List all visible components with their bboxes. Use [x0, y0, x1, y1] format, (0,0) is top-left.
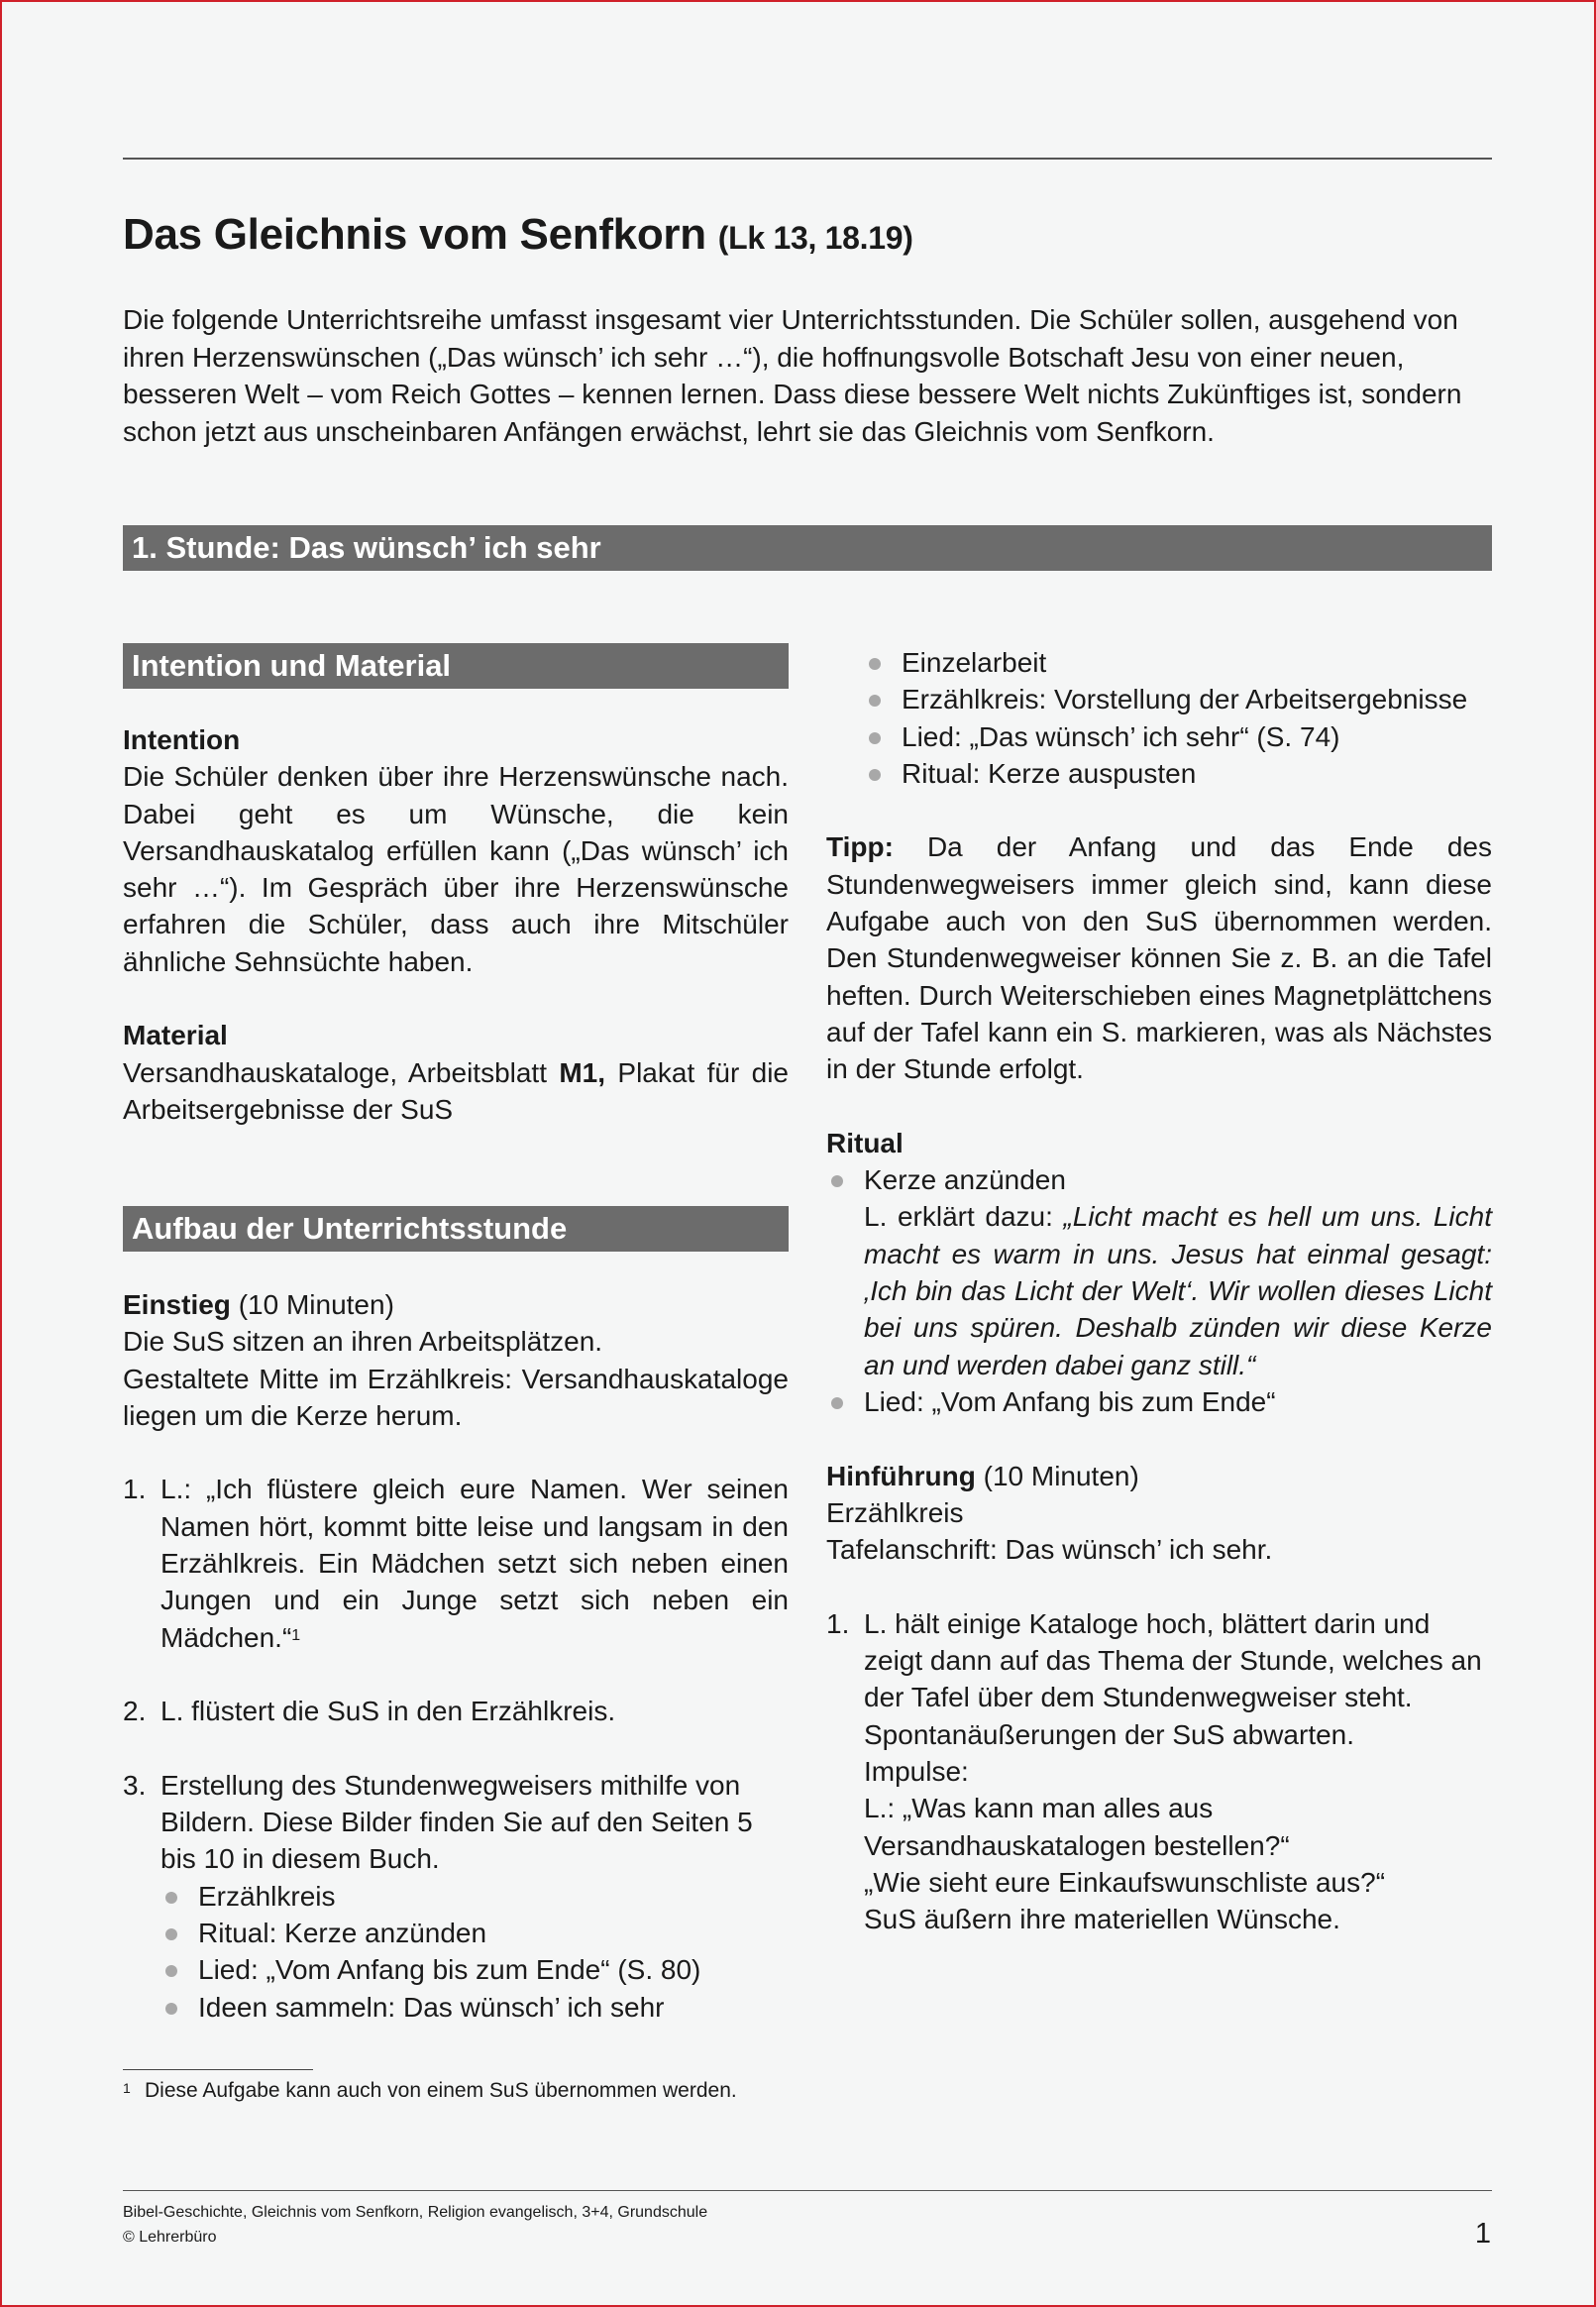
einstieg-text: Gestaltete Mitte im Erzählkreis: Versandhauskataloge liegen um die Kerze herum.	[123, 1363, 789, 1431]
tipp-label: Tipp:	[826, 831, 894, 863]
impulse-text: L.: „Was kann man alles aus Versandhauskatalogen bestellen?“	[864, 1793, 1290, 1861]
step-number: 1.	[826, 1607, 850, 1639]
einstieg-steps	[123, 1471, 789, 2025]
page-title	[123, 210, 913, 260]
list-item	[123, 1471, 789, 1655]
ritual-item-text: Kerze anzünden	[864, 1164, 1066, 1196]
list-item: Lied: „Das wünsch’ ich sehr“ (S. 74)	[864, 718, 1492, 755]
step-number: 3.	[123, 1769, 147, 1801]
hinfuehrung-time: (10 Minuten)	[975, 1460, 1139, 1491]
step-text: L. hält einige Kataloge hoch, blättert darin und zeigt dann auf das Thema der Stunde, welches an der Tafel über dem Stundenwegweiser steht. Spontanäußerungen der SuS abwarten.	[864, 1607, 1482, 1750]
wegweiser-list-continued	[864, 644, 1492, 792]
step-text: Erstellung des Stundenwegweisers mithilfe von Bildern. Diese Bilder finden Sie auf den Seiten 5 bis 10 in diesem Buch.	[160, 1769, 753, 1875]
material-worksheet-ref: M1,	[559, 1056, 606, 1088]
footnote-number: 1	[123, 2080, 131, 2096]
list-item: Lied: „Vom Anfang bis zum Ende“	[826, 1383, 1492, 1420]
intention-text: Die Schüler denken über ihre Herzenswünsche nach. Dabei geht es um Wünsche, die kein Versandhauskatalog erfüllen kann („Das wünsch’ ich sehr …“). Im Gespräch über ihre Herzenswünsche erfahren die Schüler, dass auch ihre Mitschüler ähnliche Sehnsüchte haben.	[123, 761, 789, 977]
section-band-aufbau: Aufbau der Unterrichtsstunde	[123, 1206, 789, 1252]
footer-source: Bibel-Geschichte, Gleichnis vom Senfkorn, Religion evangelisch, 3+4, Grundschule	[123, 2204, 708, 2221]
ritual-heading: Ritual	[826, 1127, 904, 1158]
hinfuehrung-line	[826, 1458, 1492, 1494]
list-item	[826, 1605, 1492, 1938]
list-item: Lied: „Vom Anfang bis zum Ende“ (S. 80)	[160, 1951, 789, 1988]
list-item: Ritual: Kerze anzünden	[160, 1915, 789, 1951]
impulse-label: Impulse:	[864, 1755, 969, 1787]
right-column-block	[826, 644, 1492, 1937]
page-number: 1	[1474, 2218, 1491, 2250]
footnote-rule	[123, 2069, 313, 2070]
top-rule	[123, 158, 1492, 160]
list-item	[123, 1693, 789, 1729]
ritual-item-intro: L. erklärt dazu:	[864, 1201, 1064, 1233]
aufbau-block	[123, 1286, 789, 2026]
hinfuehrung-text: Erzählkreis	[826, 1496, 964, 1528]
material-text-part: Plakat für die Arbeitsergebnisse der SuS	[123, 1056, 789, 1125]
material-text	[123, 1054, 789, 1129]
tipp-paragraph	[826, 828, 1492, 1087]
material-heading: Material	[123, 1020, 228, 1051]
wegweiser-list	[160, 1878, 789, 2026]
ritual-list	[826, 1161, 1492, 1420]
step-number: 2.	[123, 1696, 147, 1727]
list-item: Ritual: Kerze auspusten	[864, 755, 1492, 792]
impulse-text: „Wie sieht eure Einkaufswunschliste aus?“	[864, 1866, 1386, 1898]
step-number: 1.	[123, 1474, 147, 1505]
hinfuehrung-steps	[826, 1605, 1492, 1938]
list-item: Ideen sammeln: Das wünsch’ ich sehr	[160, 1989, 789, 2026]
list-item: Erzählkreis	[160, 1878, 789, 1915]
footer-rule	[123, 2190, 1492, 2191]
intention-heading: Intention	[123, 724, 241, 755]
einstieg-line	[123, 1286, 789, 1323]
title-main: Das Gleichnis vom Senfkorn	[123, 210, 706, 259]
ritual-quote: „Licht macht es hell um uns. Licht macht es warm in uns. Jesus hat einmal gesagt: ‚Ich bin das Licht der Welt‘. Wir wollen dieses Licht bei uns spüren. Deshalb zünden wir diese Kerze an und werden dabei ganz still.“	[864, 1201, 1492, 1380]
footnote	[123, 2076, 789, 2106]
list-item: Einzelarbeit	[864, 644, 1492, 681]
list-item	[826, 1161, 1492, 1383]
footnote-marker: 1	[291, 1626, 301, 1644]
einstieg-heading: Einstieg	[123, 1289, 231, 1320]
list-item: Erzählkreis: Vorstellung der Arbeitsergebnisse	[864, 681, 1492, 717]
einstieg-text: Die SuS sitzen an ihren Arbeitsplätzen.	[123, 1326, 603, 1358]
hinfuehrung-heading: Hinführung	[826, 1460, 976, 1491]
hinfuehrung-text: Tafelanschrift: Das wünsch’ ich sehr.	[826, 1534, 1273, 1566]
footnote-text: Diese Aufgabe kann auch von einem SuS übernommen werden.	[145, 2079, 737, 2102]
title-reference: (Lk 13, 18.19)	[717, 220, 913, 256]
footer-copyright: © Lehrerbüro	[123, 2229, 217, 2246]
intention-material-block	[123, 721, 789, 1128]
einstieg-time: (10 Minuten)	[230, 1289, 394, 1320]
impulse-text: SuS äußern ihre materiellen Wünsche.	[864, 1904, 1340, 1935]
lesson-heading: 1. Stunde: Das wünsch’ ich sehr	[123, 525, 1492, 571]
tipp-text: Da der Anfang und das Ende des Stundenwegweisers immer gleich sind, kann diese Aufgabe auch von den SuS übernommen werden. Den Stundenwegweiser können Sie z. B. an die Tafel heften. Durch Weiterschieben eines Magnetplättchens auf der Tafel kann ein S. markieren, was als Nächstes in der Stunde erfolgt.	[826, 831, 1492, 1085]
material-text-part: Versandhauskataloge, Arbeitsblatt	[123, 1056, 560, 1088]
step-text: L.: „Ich flüstere gleich eure Namen. Wer seinen Namen hört, kommt bitte leise und langsam in den Erzählkreis. Ein Mädchen setzt sich neben einen Jungen und ein Junge setzt sich neben ein Mädchen.“	[160, 1474, 789, 1653]
list-item	[123, 1767, 789, 2026]
intro-paragraph: Die folgende Unterrichtsreihe umfasst insgesamt vier Unterrichtsstunden. Die Schüler sollen, ausgehend von ihren Herzenswünschen („Das wünsch’ ich sehr …“), die hoffnungsvolle Botschaft Jesu von einer neuen, besseren Welt – vom Reich Gottes – kennen lernen. Dass diese bessere Welt nichts Zukünftiges ist, sondern schon jetzt aus unscheinbaren Anfängen erwächst, lehrt sie das Gleichnis vom Senfkorn.	[123, 304, 1462, 447]
section-band-intention: Intention und Material	[123, 643, 789, 689]
step-text: L. flüstert die SuS in den Erzählkreis.	[160, 1696, 616, 1727]
